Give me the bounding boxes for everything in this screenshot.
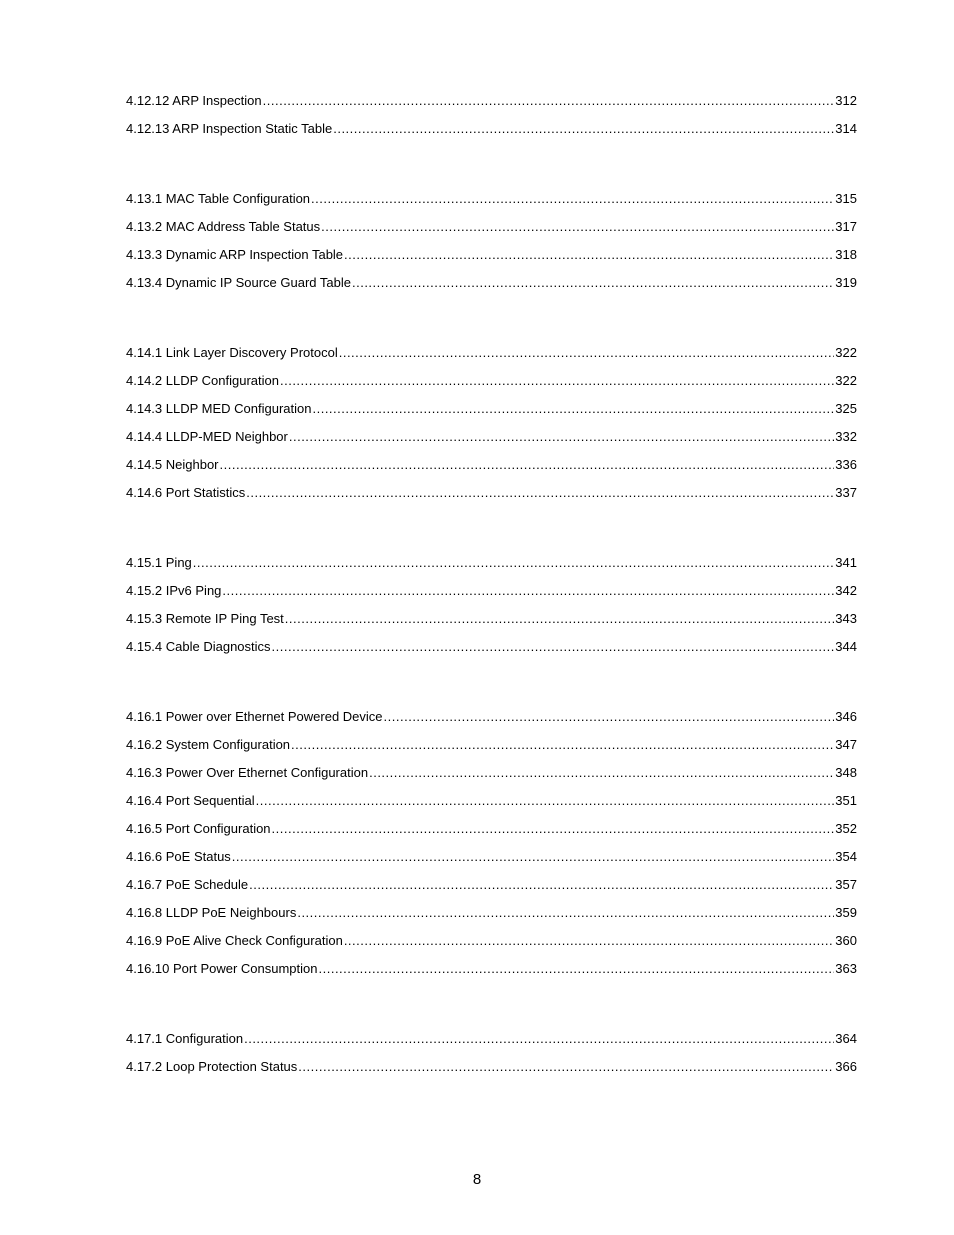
toc-dot-leader xyxy=(319,958,835,980)
toc-dot-leader xyxy=(256,790,835,812)
toc-entry-title: 4.15.2 IPv6 Ping xyxy=(126,583,222,598)
toc-entry[interactable] xyxy=(126,552,857,580)
toc-entry-title: 4.14.2 LLDP Configuration xyxy=(126,373,279,388)
toc-dot-leader xyxy=(272,818,835,840)
toc-entry-page: 336 xyxy=(835,457,857,472)
toc-dot-leader xyxy=(220,454,835,476)
toc-entry[interactable] xyxy=(126,958,857,986)
toc-entry-title: 4.14.3 LLDP MED Configuration xyxy=(126,401,312,416)
toc-entry-title: 4.16.2 System Configuration xyxy=(126,737,291,752)
toc-entry-page: 352 xyxy=(835,821,857,836)
toc-entry[interactable] xyxy=(126,608,857,636)
toc-entry[interactable] xyxy=(126,636,857,664)
toc-entry-page: 363 xyxy=(835,961,857,976)
toc-entry-title: 4.14.6 Port Statistics xyxy=(126,485,246,500)
toc-entry[interactable] xyxy=(126,762,857,790)
toc-entry-title: 4.17.1 Configuration xyxy=(126,1031,244,1046)
toc-entry-title: 4.15.1 Ping xyxy=(126,555,192,570)
toc-entry[interactable] xyxy=(126,1028,857,1056)
toc-dot-leader xyxy=(291,734,834,756)
table-of-contents xyxy=(126,90,857,1084)
toc-entry-title: 4.13.4 Dynamic IP Source Guard Table xyxy=(126,275,351,290)
toc-entry[interactable] xyxy=(126,706,857,734)
toc-entry-page: 312 xyxy=(835,93,857,108)
toc-entry[interactable] xyxy=(126,790,857,818)
toc-entry-page: 342 xyxy=(835,583,857,598)
toc-entry-title: 4.12.13 ARP Inspection Static Table xyxy=(126,121,333,136)
toc-entry-title: 4.14.4 LLDP-MED Neighbor xyxy=(126,429,288,444)
toc-entry-page: 343 xyxy=(835,611,857,626)
toc-entry-title: 4.13.1 MAC Table Configuration xyxy=(126,191,311,206)
toc-entry-page: 332 xyxy=(835,429,857,444)
toc-entry-page: 357 xyxy=(835,877,857,892)
toc-entry-title: 4.14.1 Link Layer Discovery Protocol xyxy=(126,345,338,360)
toc-entry[interactable] xyxy=(126,482,857,510)
toc-entry-page: 337 xyxy=(835,485,857,500)
toc-dot-leader xyxy=(344,244,834,266)
page-number: 8 xyxy=(472,1171,482,1188)
toc-entry[interactable] xyxy=(126,370,857,398)
toc-dot-leader xyxy=(263,90,835,112)
toc-entry[interactable] xyxy=(126,118,857,146)
toc-dot-leader xyxy=(321,216,834,238)
toc-entry-title: 4.16.8 LLDP PoE Neighbours xyxy=(126,905,297,920)
toc-dot-leader xyxy=(384,706,835,728)
toc-dot-leader xyxy=(280,370,834,392)
toc-dot-leader xyxy=(333,118,834,140)
toc-group xyxy=(126,342,857,510)
toc-entry-title: 4.14.5 Neighbor xyxy=(126,457,219,472)
toc-entry-title: 4.15.3 Remote IP Ping Test xyxy=(126,611,284,626)
toc-entry-page: 346 xyxy=(835,709,857,724)
toc-entry[interactable] xyxy=(126,930,857,958)
toc-entry-title: 4.16.7 PoE Schedule xyxy=(126,877,249,892)
toc-entry[interactable] xyxy=(126,580,857,608)
toc-dot-leader xyxy=(339,342,835,364)
toc-group xyxy=(126,188,857,300)
toc-entry-page: 325 xyxy=(835,401,857,416)
toc-entry-title: 4.16.3 Power Over Ethernet Configuration xyxy=(126,765,369,780)
toc-entry-title: 4.16.6 PoE Status xyxy=(126,849,231,864)
toc-entry-page: 319 xyxy=(835,275,857,290)
toc-entry[interactable] xyxy=(126,272,857,300)
toc-entry-page: 344 xyxy=(835,639,857,654)
toc-entry-page: 322 xyxy=(835,345,857,360)
toc-entry[interactable] xyxy=(126,874,857,902)
toc-dot-leader xyxy=(369,762,834,784)
toc-group xyxy=(126,706,857,986)
toc-entry[interactable] xyxy=(126,90,857,118)
toc-dot-leader xyxy=(311,188,834,210)
toc-dot-leader xyxy=(249,874,834,896)
toc-entry[interactable] xyxy=(126,398,857,426)
toc-entry[interactable] xyxy=(126,818,857,846)
toc-entry[interactable] xyxy=(126,244,857,272)
toc-dot-leader xyxy=(285,608,835,630)
toc-entry-page: 317 xyxy=(835,219,857,234)
toc-entry-page: 366 xyxy=(835,1059,857,1074)
toc-entry-title: 4.12.12 ARP Inspection xyxy=(126,93,262,108)
toc-entry[interactable] xyxy=(126,216,857,244)
toc-dot-leader xyxy=(352,272,834,294)
toc-entry[interactable] xyxy=(126,188,857,216)
toc-entry-page: 351 xyxy=(835,793,857,808)
toc-group xyxy=(126,552,857,664)
toc-entry-title: 4.16.4 Port Sequential xyxy=(126,793,255,808)
toc-entry-page: 354 xyxy=(835,849,857,864)
toc-entry-page: 318 xyxy=(835,247,857,262)
toc-entry-title: 4.17.2 Loop Protection Status xyxy=(126,1059,298,1074)
toc-entry-title: 4.13.2 MAC Address Table Status xyxy=(126,219,321,234)
toc-entry-title: 4.16.5 Port Configuration xyxy=(126,821,271,836)
toc-entry-page: 314 xyxy=(835,121,857,136)
toc-dot-leader xyxy=(312,398,834,420)
toc-entry-page: 348 xyxy=(835,765,857,780)
toc-entry-title: 4.16.9 PoE Alive Check Configuration xyxy=(126,933,343,948)
toc-entry-title: 4.13.3 Dynamic ARP Inspection Table xyxy=(126,247,344,262)
toc-entry[interactable] xyxy=(126,902,857,930)
toc-dot-leader xyxy=(232,846,835,868)
toc-entry-page: 360 xyxy=(835,933,857,948)
toc-entry[interactable] xyxy=(126,734,857,762)
toc-entry[interactable] xyxy=(126,454,857,482)
toc-dot-leader xyxy=(222,580,834,602)
toc-entry[interactable] xyxy=(126,846,857,874)
toc-dot-leader xyxy=(193,552,835,574)
toc-dot-leader xyxy=(272,636,835,658)
toc-group xyxy=(126,1028,857,1084)
toc-entry-page: 364 xyxy=(835,1031,857,1046)
toc-entry-title: 4.16.1 Power over Ethernet Powered Device xyxy=(126,709,383,724)
toc-entry-title: 4.16.10 Port Power Consumption xyxy=(126,961,318,976)
toc-dot-leader xyxy=(289,426,834,448)
toc-entry[interactable] xyxy=(126,342,857,370)
toc-entry-page: 322 xyxy=(835,373,857,388)
toc-entry-page: 341 xyxy=(835,555,857,570)
toc-entry-page: 359 xyxy=(835,905,857,920)
toc-entry-page: 315 xyxy=(835,191,857,206)
toc-entry[interactable] xyxy=(126,1056,857,1084)
toc-dot-leader xyxy=(246,482,834,504)
toc-dot-leader xyxy=(244,1028,834,1050)
toc-entry[interactable] xyxy=(126,426,857,454)
toc-dot-leader xyxy=(344,930,834,952)
toc-entry-title: 4.15.4 Cable Diagnostics xyxy=(126,639,271,654)
toc-dot-leader xyxy=(298,1056,834,1078)
toc-group xyxy=(126,90,857,146)
toc-dot-leader xyxy=(297,902,834,924)
toc-entry-page: 347 xyxy=(835,737,857,752)
